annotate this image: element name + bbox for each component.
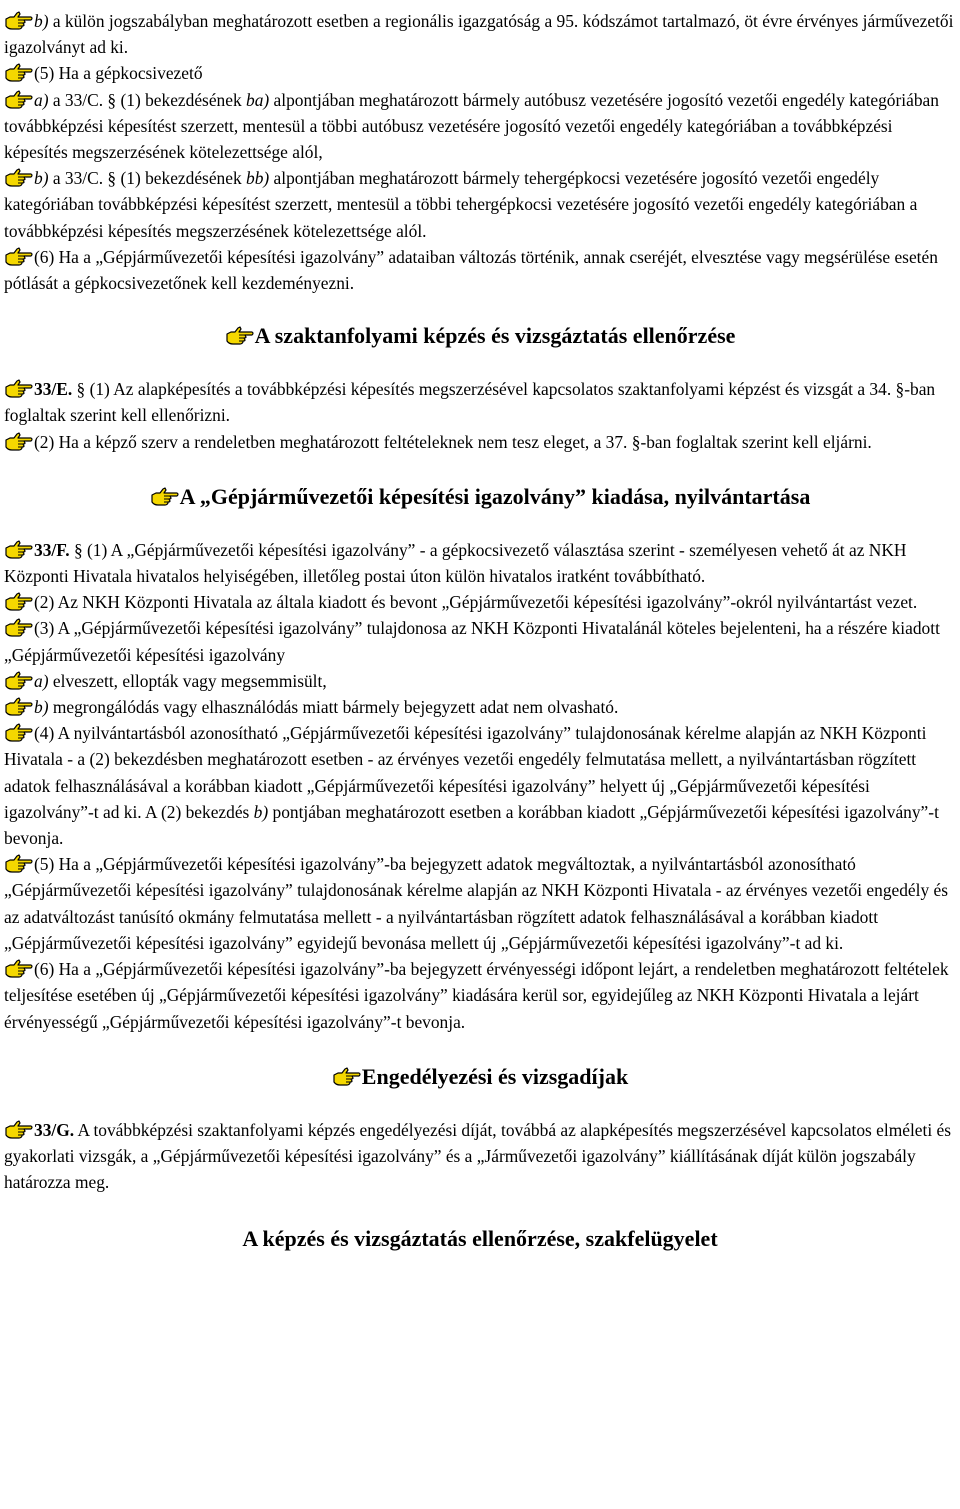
paragraph-text: alpontjában meghatározott bármely tehergépkocsi vezetésére jogosító vezetői engedély kategóriában továbbképzési képesítést szerzett, mentesül a többi tehergépkocsi vezetésére jogosító vezetői engedély kategóriában a továbbképzési képesítés megszerzésének kötelezettsége alól.: [4, 168, 918, 241]
pointing-hand-icon: [4, 62, 34, 82]
heading-text: Engedélyezési és vizsgadíjak: [361, 1063, 629, 1089]
pointing-hand-icon: [4, 10, 34, 30]
paragraph-33f-4: [4, 720, 956, 851]
document-page: [0, 8, 960, 1253]
pointing-hand-icon: [4, 1119, 34, 1139]
paragraph-5a: [4, 87, 956, 166]
item-label: b): [34, 697, 49, 718]
pointing-hand-icon: [4, 617, 34, 637]
paragraph-text: § (1) A „Gépjárművezetői képesítési igazolvány” - a gépkocsivezető választása szerint - személyesen vehető át az NKH Központi Hivatala hivatalos helyiségében, illetőleg postai úton külön hivatalos iratként továbbítható.: [4, 539, 907, 587]
paragraph-33f-3a: [4, 668, 956, 694]
paragraph-33g: [4, 1117, 956, 1196]
item-label: a): [34, 89, 49, 110]
paragraph-text: a külön jogszabályban meghatározott esetben a regionális igazgatóság a 95. kódszámot tartalmazó, öt évre érvényes járművezetői igazolványt ad ki.: [4, 11, 954, 58]
section-heading: [4, 1225, 956, 1253]
paragraph-5: [4, 60, 956, 86]
paragraph-text: pontjában meghatározott esetben a korábban kiadott „Gépjárművezetői képesítési igazolvány”-t bevonja.: [4, 801, 939, 849]
paragraph-6: [4, 244, 956, 296]
pointing-hand-icon: [225, 325, 255, 345]
paragraph-33f-3: [4, 615, 956, 667]
pointing-hand-icon: [4, 378, 34, 398]
pointing-hand-icon: [4, 853, 34, 873]
paragraph-33f-3b: [4, 694, 956, 720]
paragraph-text: (5) Ha a „Gépjárművezetői képesítési igazolvány”-ba bejegyzett adatok megváltoztak, a nyilvántartásból azonosítható „Gépjárművezetői képesítési igazolvány” tulajdonosának kérelme alapján az NKH Központi Hivatala - az érvényes vezetői engedély és az adatváltozást tanúsító okmány felmutatása mellett - a nyilvántartásban rögzített adatok felhasználásával a korábban kiadott „Gépjárművezetői képesítési igazolvány” egyidejű bevonása mellett új „Gépjárművezetői képesítési igazolvány”-t ad ki.: [4, 854, 949, 953]
paragraph-text: (6) Ha a „Gépjárművezetői képesítési igazolvány”-ba bejegyzett érvényességi időpont lejárt, a rendeletben meghatározott feltételek teljesítése esetében új „Gépjárművezetői képesítési igazolvány” kiadására kerül sor, egyidejűleg az NKH Központi Hivatala a lejárt érvényességű „Gépjárművezetői képesítési igazolvány”-t bevonja.: [4, 959, 949, 1032]
pointing-hand-icon: [4, 591, 34, 611]
paragraph-text: a 33/C. § (1) bekezdésének: [48, 89, 247, 110]
pointing-hand-icon: [4, 167, 34, 187]
paragraph-33f-2: [4, 589, 956, 615]
heading-text: A „Gépjárművezetői képesítési igazolvány” kiadása, nyilvántartása: [179, 483, 811, 509]
pointing-hand-icon: [4, 722, 34, 742]
pointing-hand-icon: [4, 539, 34, 559]
paragraph-5b: [4, 165, 956, 244]
heading-text: A képzés és vizsgáztatás ellenőrzése, szakfelügyelet: [242, 1226, 718, 1252]
item-label: b): [34, 11, 49, 31]
paragraph-text: a 33/C. § (1) bekezdésének: [48, 168, 247, 189]
section-number: 33/E.: [34, 379, 73, 400]
reference: ba): [246, 89, 270, 110]
section-heading: [4, 483, 956, 511]
paragraph-text: (5) Ha a gépkocsivezető: [34, 63, 203, 84]
paragraph-text: (2) Ha a képző szerv a rendeletben meghatározott feltételeknek nem tesz eleget, a 37. §-ban foglaltak szerint kell eljárni.: [34, 431, 872, 452]
pointing-hand-icon: [4, 246, 34, 266]
pointing-hand-icon: [4, 431, 34, 451]
paragraph-33e: [4, 376, 956, 428]
paragraph-b-regional: [4, 8, 956, 60]
paragraph-33f-5: [4, 851, 956, 956]
pointing-hand-icon: [4, 670, 34, 690]
heading-text: A szaktanfolyami képzés és vizsgáztatás ellenőrzése: [254, 323, 736, 349]
section-heading: [4, 1063, 956, 1091]
paragraph-text: (2) Az NKH Központi Hivatala az általa kiadott és bevont „Gépjárművezetői képesítési igazolvány”-okról nyilvántartást vezet.: [34, 592, 918, 613]
reference: bb): [246, 168, 270, 189]
paragraph-text: alpontjában meghatározott bármely autóbusz vezetésére jogosító vezetői engedély kategóriában továbbképzési képesítést szerzett, mentesül a többi autóbusz vezetésére jogosító vezetői engedély kategóriában a továbbképzési képesítés megszerzésének kötelezettsége alól,: [4, 89, 939, 163]
paragraph-33f-6: [4, 956, 956, 1035]
paragraph-text: § (1) Az alapképesítés a továbbképzési képesítés megszerzésével kapcsolatos szaktanfolyami képzést és vizsgát a 34. §-ban foglaltak szerint kell ellenőrizni.: [4, 379, 936, 426]
pointing-hand-icon: [332, 1066, 362, 1086]
paragraph-text: elveszett, ellopták vagy megsemmisült,: [48, 670, 327, 691]
paragraph-text: (6) Ha a „Gépjárművezetői képesítési igazolvány” adataiban változás történik, annak cseréjét, elvesztése vagy megsérülése esetén pótlását a gépkocsivezetőnek kell kezdeményezni.: [4, 246, 938, 294]
paragraph-33f: [4, 537, 956, 589]
paragraph-33e-2: [4, 429, 956, 455]
pointing-hand-icon: [4, 696, 34, 716]
section-heading: [4, 322, 956, 350]
pointing-hand-icon: [150, 486, 180, 506]
reference: b): [253, 801, 269, 822]
item-label: b): [34, 168, 49, 189]
paragraph-text: A továbbképzési szaktanfolyami képzés engedélyezési díját, továbbá az alapképesítés megszerzésével kapcsolatos elméleti és gyakorlati vizsgák, a „Gépjárművezetői képesítési igazolvány” és a „Járművezetői igazolvány” kiállításának díját külön jogszabály határozza meg.: [4, 1119, 952, 1193]
item-label: a): [34, 670, 49, 691]
paragraph-text: (4) A nyilvántartásból azonosítható „Gépjárművezetői képesítési igazolvány” tulajdonosának kérelme alapján az NKH Központi Hivatala - a (2) bekezdésben meghatározott esetben - az érvényes vezetői engedély felmutatása mellett, a nyilvántartásban rögzített adatok felhasználásával a korábban kiadott „Gépjárművezetői képesítési igazolvány” helyett új „Gépjárművezetői képesítési igazolvány”-t ad ki. A (2) bekezdés: [4, 723, 927, 822]
section-number: 33/G.: [34, 1119, 75, 1140]
pointing-hand-icon: [4, 958, 34, 978]
paragraph-text: (3) A „Gépjárművezetői képesítési igazolvány” tulajdonosa az NKH Központi Hivatalánál köteles bejelenteni, ha a részére kiadott „Gépjárművezetői képesítési igazolvány: [4, 618, 940, 665]
section-number: 33/F.: [34, 539, 70, 560]
pointing-hand-icon: [4, 89, 34, 109]
paragraph-text: megrongálódás vagy elhasználódás miatt bármely bejegyzett adat nem olvasható.: [48, 697, 619, 718]
